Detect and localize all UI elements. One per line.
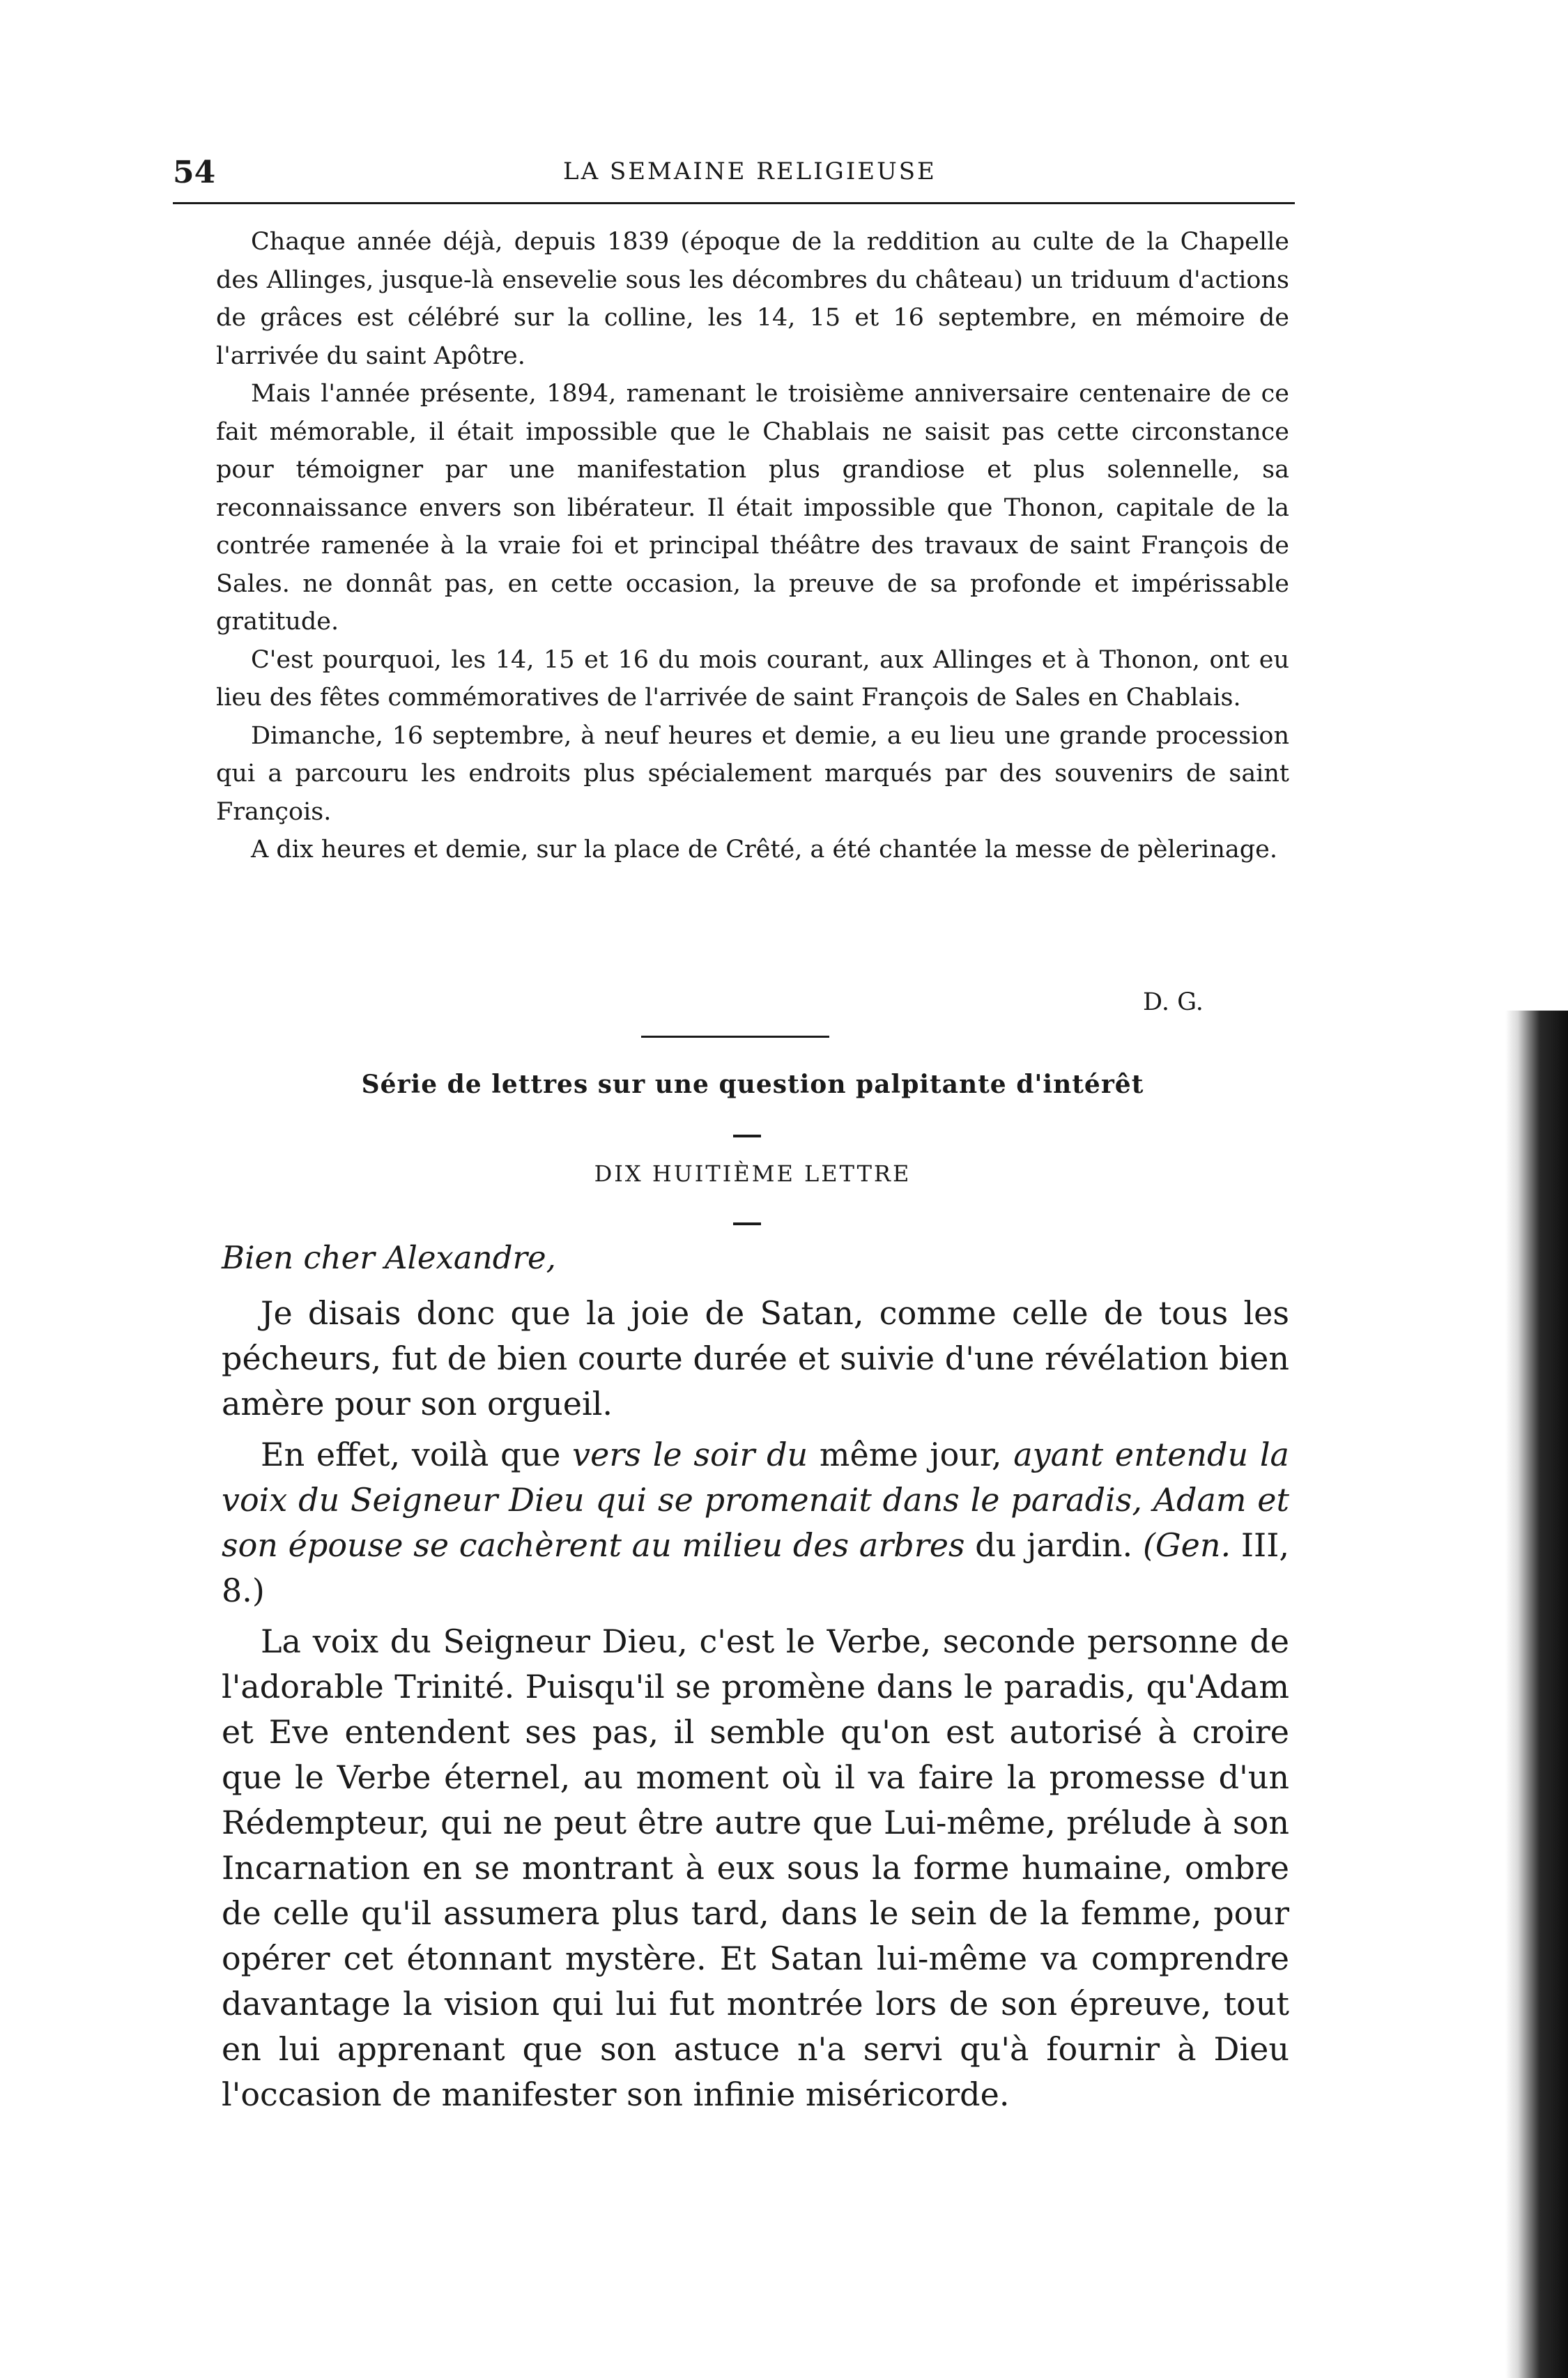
letter-text: même jour,	[808, 1436, 1014, 1473]
header-rule	[173, 202, 1295, 204]
article-paragraph: Mais l'année présente, 1894, ramenant le troisième anniversaire centenaire de ce fait mémorable, il était impossible que le Chablais ne saisit pas cette circonstance pour témoigner par une manifestation plus grandiose et plus solennelle, sa reconnaissance envers son libérateur. Il était impossible que Thonon, capitale de la contrée ramenée à la vraie foi et principal théâtre des travaux de saint François de Sales. ne donnât pas, en cette occasion, la preuve de sa profonde et impérissable gratitude.	[216, 380, 1289, 636]
title-dash	[733, 1135, 761, 1137]
letter-text: du jardin.	[964, 1526, 1143, 1564]
title-dash	[733, 1222, 761, 1225]
letter-italic-text: vers le soir du	[572, 1436, 808, 1473]
running-title: LA SEMAINE RELIGIEUSE	[563, 158, 937, 185]
page-header	[173, 155, 1288, 197]
article-paragraph: Dimanche, 16 septembre, à neuf heures et demie, a eu lieu une grande procession qui a parcouru les endroits plus spécialement marqués par des souvenirs de saint François.	[216, 721, 1289, 826]
scripture-reference-number: III, 8.)	[222, 1526, 1289, 1609]
letter-text: En effet, voilà que	[261, 1436, 573, 1473]
page-number: 54	[173, 155, 216, 190]
article-paragraph: Chaque année déjà, depuis 1839 (époque de la reddition au culte de la Chapelle des Allinges, jusque-là ensevelie sous les décombres du château) un triduum d'actions de grâces est célébré sur la colline, les 14, 15 et 16 septembre, en mémoire de l'arrivée du saint Apôtre.	[216, 228, 1289, 370]
article-text	[216, 223, 1289, 869]
scripture-quote: ayant entendu la voix du Seigneur Dieu qui se promenait dans le paradis, Adam et son épouse se cachèrent au milieu des arbres	[222, 1436, 1289, 1564]
letter-salutation: Bien cher Alexandre,	[222, 1239, 556, 1276]
letter-paragraph	[222, 1432, 1289, 1613]
scan-edge-shadow	[1505, 1011, 1568, 2378]
letter-number: DIX HUITIÈME LETTRE	[594, 1160, 912, 1187]
letter-paragraph: La voix du Seigneur Dieu, c'est le Verbe, seconde personne de l'adorable Trinité. Puisqu'il se promène dans le paradis, qu'Adam et Eve entendent ses pas, il semble qu'on est autorisé à croire que le Verbe éternel, au moment où il va faire la promesse d'un Rédempteur, qui ne peut être autre que Lui-même, prélude à son Incarnation en se montrant à eux sous la forme humaine, ombre de celle qu'il assumera plus tard, dans le sein de la femme, pour opérer cet étonnant mystère. Et Satan lui-même va comprendre davantage la vision qui lui fut montrée lors de son épreuve, tout en lui apprenant que son astuce n'a servi qu'à fournir à Dieu l'occasion de manifester son infinie miséricorde.	[222, 1623, 1289, 2113]
article-signature: D. G.	[1143, 988, 1204, 1016]
separator-rule	[641, 1036, 829, 1038]
article-paragraph: C'est pourquoi, les 14, 15 et 16 du mois courant, aux Allinges et à Thonon, ont eu lieu des fêtes commémoratives de l'arrivée de saint François de Sales en Chablais.	[216, 645, 1289, 712]
series-title: Série de lettres sur une question palpitante d'intérêt	[361, 1070, 1144, 1099]
letter-paragraph: Je disais donc que la joie de Satan, comme celle de tous les pécheurs, fut de bien courte durée et suivie d'une révélation bien amère pour son orgueil.	[222, 1294, 1289, 1422]
article-paragraph: A dix heures et demie, sur la place de Crêté, a été chantée la messe de pèlerinage.	[251, 836, 1277, 864]
letter-body	[222, 1291, 1289, 2123]
scripture-reference: (Gen.	[1142, 1526, 1231, 1564]
